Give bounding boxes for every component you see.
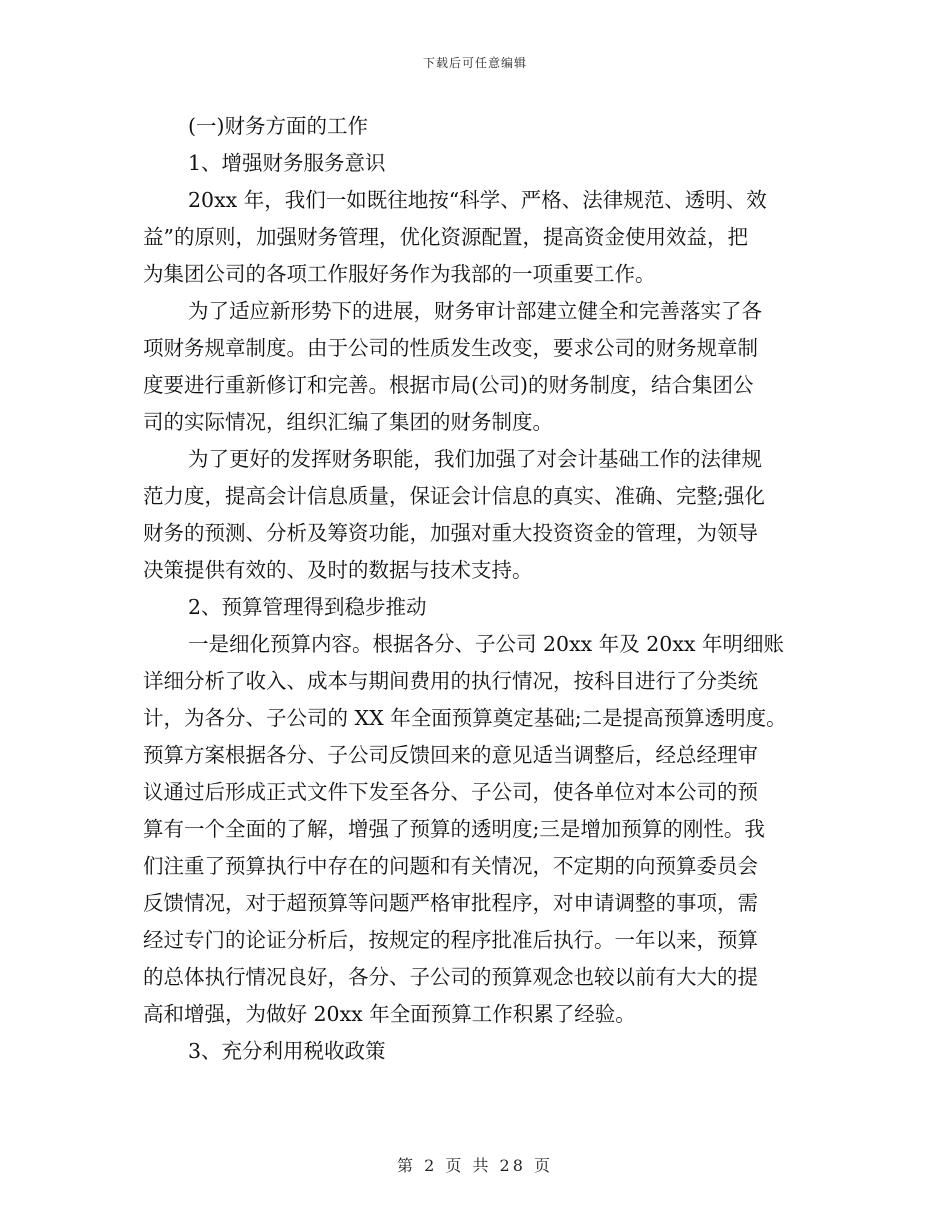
paragraph-line: 项财务规章制度。由于公司的性质发生改变，要求公司的财务规章制	[143, 336, 758, 360]
paragraph-line: 益”的原则，加强财务管理，优化资源配置，提高资金使用效益，把	[143, 225, 748, 249]
paragraph-line: 预算方案根据各分、子公司反馈回来的意见适当调整后，经总经理审	[143, 743, 758, 767]
paragraph-line: 们注重了预算执行中存在的问题和有关情况，不定期的向预算委员会	[143, 854, 758, 878]
paragraph-line: 详细分析了收入、成本与期间费用的执行情况，按科目进行了分类统	[143, 669, 758, 693]
document-body	[143, 108, 803, 1070]
paragraph-line: 为了适应新形势下的进展，财务审计部建立健全和完善落实了各	[188, 299, 762, 323]
paragraph-line: 一是细化预算内容。根据各分、子公司 20xx 年及 20xx 年明细账	[188, 632, 784, 656]
page-footer: 第 2 页 共 28 页	[397, 1156, 553, 1175]
paragraph-line: 决策提供有效的、及时的数据与技术支持。	[143, 558, 533, 582]
subsection-heading: 1、增强财务服务意识	[188, 151, 386, 175]
paragraph-line: 算有一个全面的了解，增强了预算的透明度;三是增加预算的刚性。我	[143, 817, 765, 841]
paragraph-line: 为集团公司的各项工作服好务作为我部的一项重要工作。	[143, 262, 656, 286]
paragraph-line: 范力度，提高会计信息质量，保证会计信息的真实、准确、完整;强化	[143, 484, 765, 508]
paragraph-line: 司的实际情况，组织汇编了集团的财务制度。	[143, 410, 553, 434]
section-heading: (一)财务方面的工作	[188, 114, 368, 138]
paragraph-line: 度要进行重新修订和完善。根据市局(公司)的财务制度，结合集团公	[143, 373, 754, 397]
paragraph-line: 计，为各分、子公司的 XX 年全面预算奠定基础;二是提高预算透明度。	[143, 706, 787, 730]
paragraph-line: 反馈情况，对于超预算等问题严格审批程序，对申请调整的事项，需	[143, 891, 758, 915]
paragraph-line: 议通过后形成正式文件下发至各分、子公司，使各单位对本公司的预	[143, 780, 758, 804]
paragraph-line: 为了更好的发挥财务职能，我们加强了对会计基础工作的法律规	[188, 447, 762, 471]
subsection-heading: 2、预算管理得到稳步推动	[188, 595, 427, 619]
page-header: 下载后可任意编辑	[422, 56, 527, 70]
paragraph-line: 财务的预测、分析及筹资功能，加强对重大投资资金的管理，为领导	[143, 521, 758, 545]
paragraph-line: 20xx 年，我们一如既往地按“科学、严格、法律规范、透明、效	[188, 188, 767, 212]
paragraph-line: 经过专门的论证分析后，按规定的程序批准后执行。一年以来，预算	[143, 928, 758, 952]
paragraph-line: 的总体执行情况良好，各分、子公司的预算观念也较以前有大大的提	[143, 965, 758, 989]
paragraph-line: 高和增强，为做好 20xx 年全面预算工作积累了经验。	[143, 1002, 636, 1026]
subsection-heading: 3、充分利用税收政策	[188, 1039, 386, 1063]
